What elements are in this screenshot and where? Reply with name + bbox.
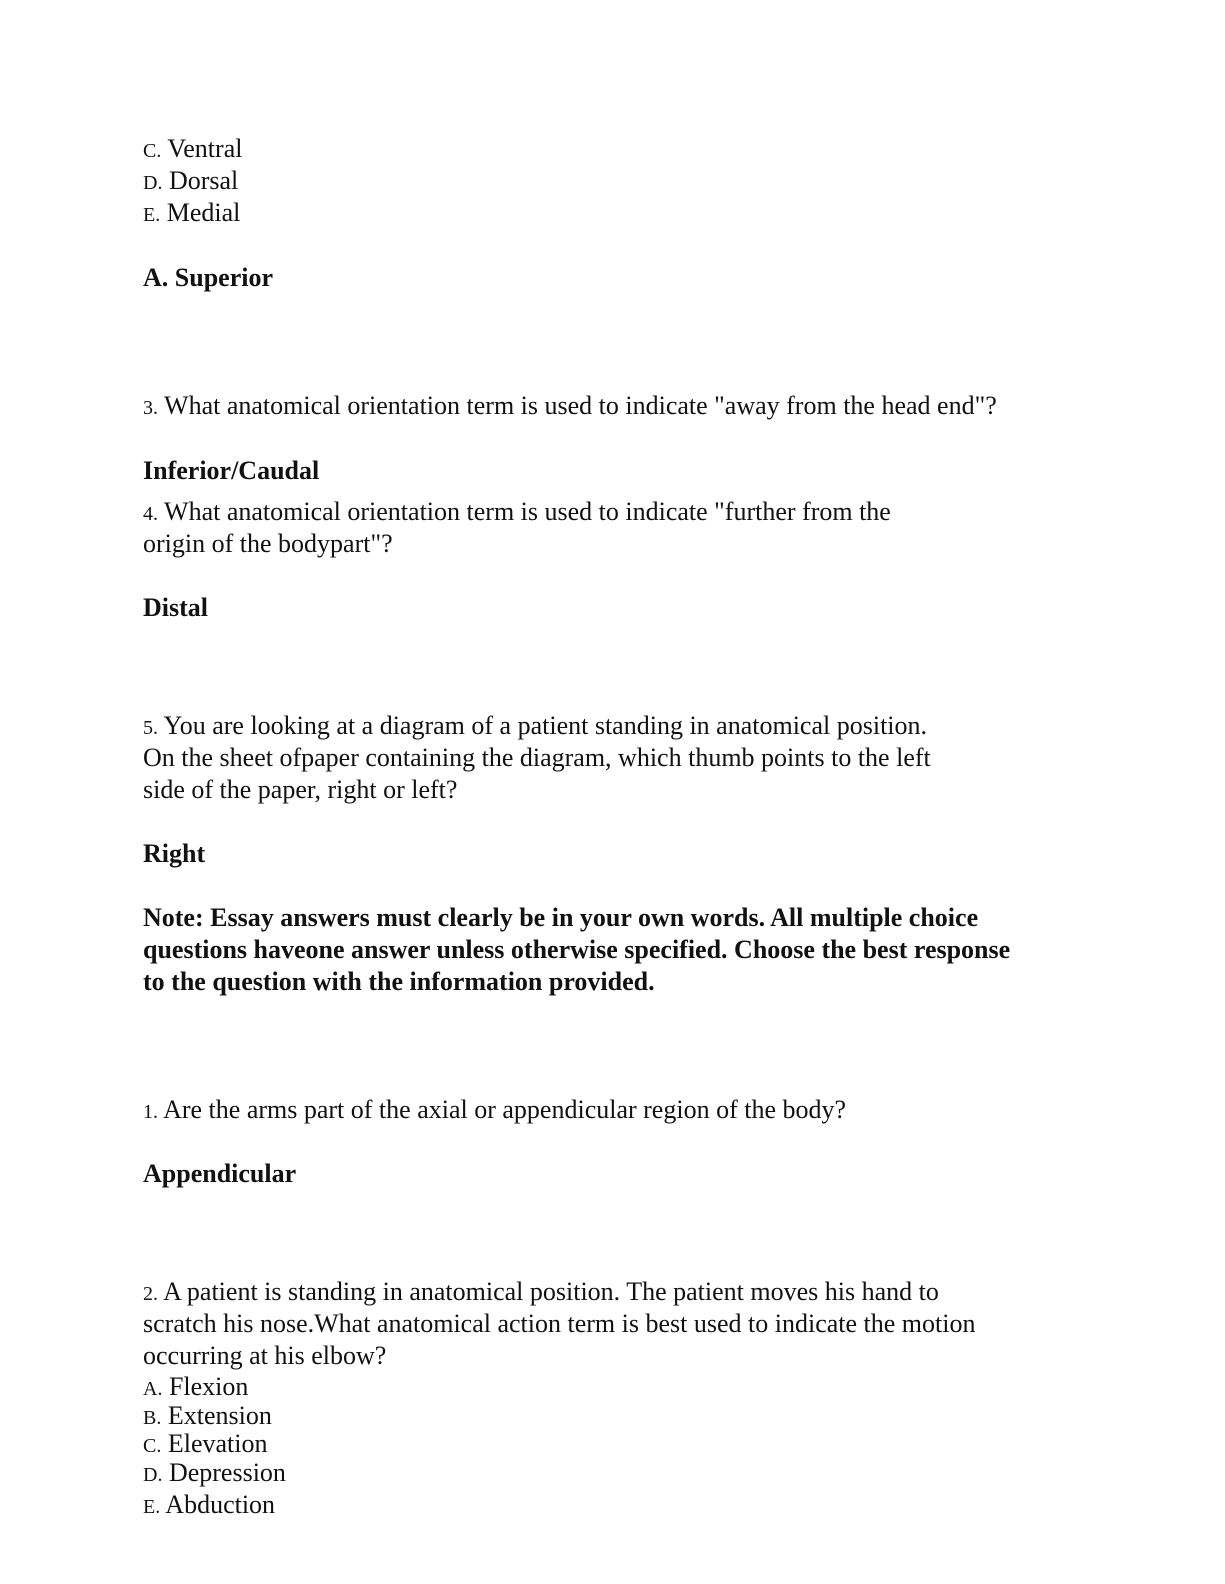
option-text: Flexion xyxy=(168,1372,249,1401)
question-2-line-2: scratch his nose.What anatomical action term is best used to indicate the motion xyxy=(143,1309,976,1338)
answer-1: Appendicular xyxy=(143,1159,297,1188)
option-text: Extension xyxy=(167,1401,272,1430)
question-text: You are looking at a diagram of a patient standing in anatomical position. xyxy=(163,711,928,740)
option-letter: B. xyxy=(143,1407,162,1429)
question-text: What anatomical orientation term is used to indicate "away from the head end"? xyxy=(164,391,997,420)
option-letter: D. xyxy=(143,1464,163,1486)
option-d xyxy=(143,165,238,199)
question-4-line-1 xyxy=(143,496,891,530)
option-d xyxy=(143,1457,286,1491)
question-number: 3. xyxy=(143,397,158,419)
option-e xyxy=(143,1489,275,1523)
question-3 xyxy=(143,390,997,424)
answer-3: Inferior/Caudal xyxy=(143,456,320,485)
option-c xyxy=(143,133,242,167)
question-5-line-3: side of the paper, right or left? xyxy=(143,775,458,804)
option-text: Ventral xyxy=(167,134,243,163)
option-letter: E. xyxy=(143,1496,161,1518)
option-letter: C. xyxy=(143,1435,162,1457)
question-text: A patient is standing in anatomical position. The patient moves his hand to xyxy=(163,1277,939,1306)
question-1 xyxy=(143,1094,846,1128)
answer-5: Right xyxy=(143,839,206,868)
note-line-2: questions haveone answer unless otherwise specified. Choose the best response xyxy=(143,935,1011,964)
question-number: 1. xyxy=(143,1101,158,1123)
option-letter: E. xyxy=(143,204,161,226)
question-5-line-2: On the sheet ofpaper containing the diagram, which thumb points to the left xyxy=(143,743,931,772)
option-text: Dorsal xyxy=(168,166,239,195)
question-text: What anatomical orientation term is used to indicate "further from the xyxy=(164,497,891,526)
question-number: 2. xyxy=(143,1283,158,1305)
question-2-line-3: occurring at his elbow? xyxy=(143,1341,387,1370)
question-5-line-1 xyxy=(143,710,927,744)
question-number: 4. xyxy=(143,503,158,525)
option-letter: D. xyxy=(143,172,163,194)
note-line-1: Note: Essay answers must clearly be in your own words. All multiple choice xyxy=(143,903,979,932)
option-letter: A. xyxy=(143,1378,163,1400)
question-text: Are the arms part of the axial or appendicular region of the body? xyxy=(163,1095,847,1124)
question-number: 5. xyxy=(143,717,158,739)
note-line-3: to the question with the information provided. xyxy=(143,967,655,996)
option-e xyxy=(143,197,240,231)
option-text: Depression xyxy=(168,1458,286,1487)
answer-superior: A. Superior xyxy=(143,263,273,292)
option-text: Medial xyxy=(166,198,241,227)
answer-4: Distal xyxy=(143,593,208,622)
question-2-line-1 xyxy=(143,1276,939,1310)
question-4-line-2: origin of the bodypart"? xyxy=(143,529,393,558)
option-text: Abduction xyxy=(165,1490,276,1519)
option-letter: C. xyxy=(143,140,162,162)
option-text: Elevation xyxy=(167,1429,268,1458)
